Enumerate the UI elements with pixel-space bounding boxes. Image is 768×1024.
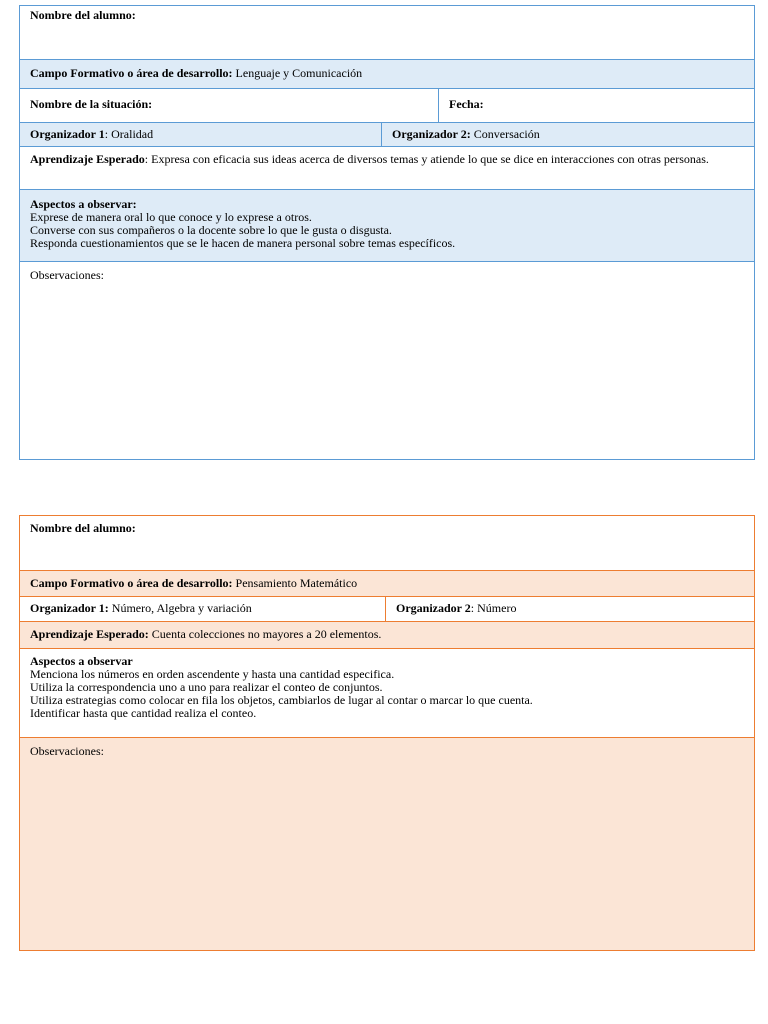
aprendizaje-esperado-cell (20, 622, 755, 649)
aprendizaje-esperado-value: Cuenta colecciones no mayores a 20 elementos. (151, 627, 382, 641)
aspecto-item: Utiliza estrategias como colocar en fila los objetos, cambiarlos de lugar al contar o marcar lo que cuenta. (30, 693, 533, 707)
organizador-1-label: Organizador 1: (30, 601, 109, 615)
situacion-label: Nombre de la situación: (30, 97, 153, 111)
organizador-1-value: Número, Algebra y variación (111, 601, 252, 615)
organizador-2-value: : Número (470, 601, 517, 615)
organizador-2-cell (382, 123, 755, 147)
student-name-label: Nombre del alumno: (30, 521, 136, 535)
organizador-1-value: : Oralidad (104, 127, 154, 141)
campo-formativo-label: Campo Formativo o área de desarrollo: (30, 576, 233, 590)
aspecto-item: Utiliza la correspondencia uno a uno para realizar el conteo de conjuntos. (30, 680, 383, 694)
organizador-1-cell (20, 123, 382, 147)
observation-table-language (19, 5, 755, 460)
campo-formativo-value: Lenguaje y Comunicación (235, 66, 363, 80)
aspectos-observar-label: Aspectos a observar: (30, 197, 137, 211)
organizador-1-label: Organizador 1 (30, 127, 105, 141)
campo-formativo-cell (20, 571, 755, 597)
campo-formativo-value: Pensamiento Matemático (235, 576, 358, 590)
student-name-cell[interactable] (20, 516, 755, 571)
aspecto-item: Responda cuestionamientos que se le hacen de manera personal sobre temas específicos. (30, 236, 456, 250)
fecha-cell[interactable] (439, 89, 755, 123)
observation-table-math (19, 515, 755, 951)
aprendizaje-esperado-cell (20, 147, 755, 190)
aspecto-item: Menciona los números en orden ascendente y hasta una cantidad especifica. (30, 667, 395, 681)
organizador-2-label: Organizador 2 (396, 601, 471, 615)
aprendizaje-esperado-label: Aprendizaje Esperado: (30, 627, 149, 641)
campo-formativo-cell (20, 60, 755, 89)
observaciones-label: Observaciones: (30, 268, 104, 282)
observaciones-label: Observaciones: (30, 744, 104, 758)
observaciones-cell[interactable] (20, 738, 755, 951)
aspecto-item: Exprese de manera oral lo que conoce y lo exprese a otros. (30, 210, 312, 224)
aprendizaje-esperado-label: Aprendizaje Esperado (30, 152, 145, 166)
aspecto-item: Identificar hasta que cantidad realiza el conteo. (30, 706, 257, 720)
organizador-1-cell (20, 597, 386, 622)
student-name-cell[interactable] (20, 6, 755, 60)
fecha-label: Fecha: (449, 97, 484, 111)
organizador-2-label: Organizador 2: (392, 127, 471, 141)
situacion-cell[interactable] (20, 89, 439, 123)
organizador-2-value: Conversación (473, 127, 540, 141)
aspecto-item: Converse con sus compañeros o la docente sobre lo que le gusta o disgusta. (30, 223, 392, 237)
student-name-label: Nombre del alumno: (30, 8, 136, 22)
aprendizaje-esperado-value: : Expresa con eficacia sus ideas acerca de diversos temas y atiende lo que se dice en interacciones con otras personas. (144, 152, 709, 166)
aspectos-observar-cell (20, 190, 755, 262)
observaciones-cell[interactable] (20, 262, 755, 460)
aspectos-observar-cell (20, 649, 755, 738)
campo-formativo-label: Campo Formativo o área de desarrollo: (30, 66, 233, 80)
organizador-2-cell (386, 597, 755, 622)
aspectos-observar-label: Aspectos a observar (30, 654, 133, 668)
